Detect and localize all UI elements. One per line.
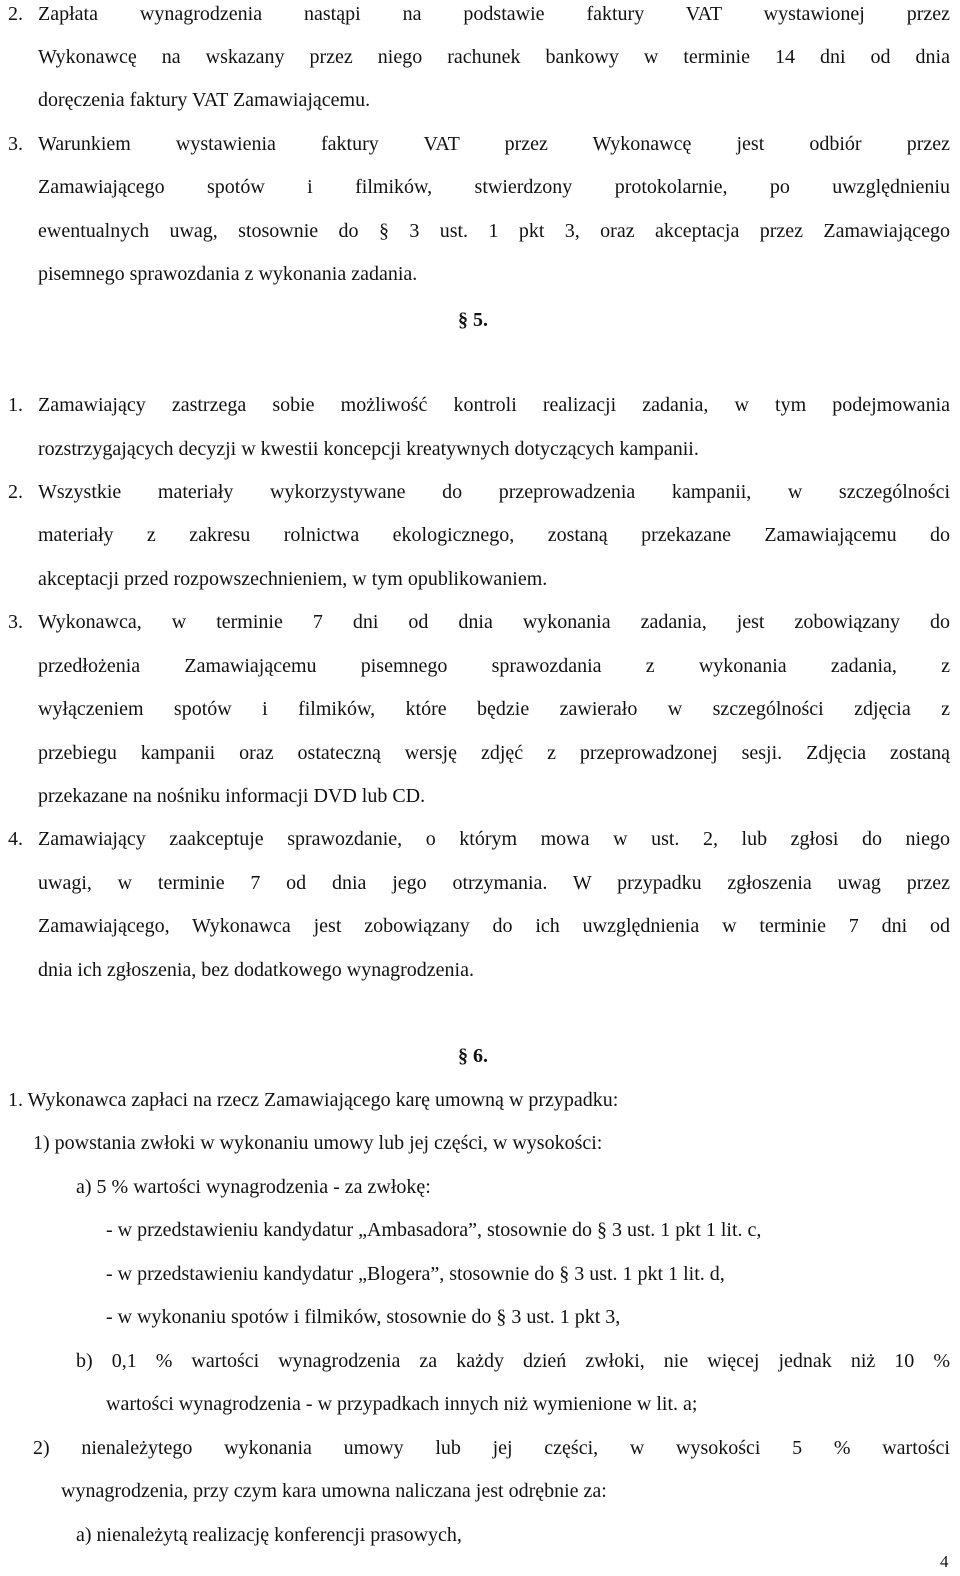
list-item: - w wykonaniu spotów i filmików, stosownie do § 3 ust. 1 pkt 3, [106, 1306, 621, 1328]
list-item: b) 0,1 % wartości wynagrodzenia za każdy dzień zwłoki, nie więcej jednak niż 10 % [76, 1350, 950, 1372]
section-heading: § 5. [458, 309, 488, 331]
list-item: a) 5 % wartości wynagrodzenia - za zwłokę: [76, 1176, 431, 1198]
paragraph-line: Warunkiem wystawienia faktury VAT przez Wykonawcę jest odbiór przez [38, 133, 950, 155]
paragraph-line: uwagi, w terminie 7 od dnia jego otrzymania. W przypadku zgłoszenia uwag przez [38, 872, 950, 894]
paragraph-line: pisemnego sprawozdania z wykonania zadania. [38, 263, 418, 285]
item-number: 2. [8, 3, 23, 25]
paragraph-line: Zapłata wynagrodzenia nastąpi na podstawie faktury VAT wystawionej przez [38, 3, 950, 25]
list-item: wynagrodzenia, przy czym kara umowna naliczana jest odrębnie za: [61, 1480, 607, 1502]
item-number: 2. [8, 481, 23, 503]
paragraph-line: przedłożenia Zamawiającemu pisemnego sprawozdania z wykonania zadania, z [38, 655, 950, 677]
paragraph-line: ewentualnych uwag, stosownie do § 3 ust. 1 pkt 3, oraz akceptacja przez Zamawiającego [38, 220, 950, 242]
paragraph-line: rozstrzygających decyzji w kwestii koncepcji kreatywnych dotyczących kampanii. [38, 438, 699, 460]
paragraph-line: przekazane na nośniku informacji DVD lub CD. [38, 785, 426, 807]
list-item: wartości wynagrodzenia - w przypadkach innych niż wymienione w lit. a; [106, 1393, 698, 1415]
page-number: 4 [940, 1552, 949, 1571]
paragraph-line: Wykonawcę na wskazany przez niego rachunek bankowy w terminie 14 dni od dnia [38, 46, 950, 68]
list-item: a) nienależytą realizację konferencji prasowych, [76, 1524, 462, 1546]
paragraph-line: Zamawiający zaakceptuje sprawozdanie, o którym mowa w ust. 2, lub zgłosi do niego [38, 828, 950, 850]
paragraph-line: Zamawiający zastrzega sobie możliwość kontroli realizacji zadania, w tym podejmowania [38, 394, 950, 416]
paragraph-line: Wszystkie materiały wykorzystywane do przeprowadzenia kampanii, w szczególności [38, 481, 950, 503]
item-number: 3. [8, 611, 23, 633]
paragraph-line: 1. Wykonawca zapłaci na rzecz Zamawiającego karę umowną w przypadku: [8, 1089, 619, 1111]
section-heading: § 6. [458, 1045, 488, 1067]
item-number: 3. [8, 133, 23, 155]
list-item: - w przedstawieniu kandydatur „Ambasadora”, stosownie do § 3 ust. 1 pkt 1 lit. c, [106, 1219, 762, 1241]
paragraph-line: dnia ich zgłoszenia, bez dodatkowego wynagrodzenia. [38, 959, 474, 981]
paragraph-line: doręczenia faktury VAT Zamawiającemu. [38, 89, 371, 111]
item-number: 1. [8, 394, 23, 416]
list-item: - w przedstawieniu kandydatur „Blogera”, stosownie do § 3 ust. 1 pkt 1 lit. d, [106, 1263, 725, 1285]
paragraph-line: przebiegu kampanii oraz ostateczną wersję zdjęć z przeprowadzonej sesji. Zdjęcia zostaną [38, 742, 950, 764]
paragraph-line: wyłączeniem spotów i filmików, które będzie zawierało w szczególności zdjęcia z [38, 698, 950, 720]
item-number: 4. [8, 828, 23, 850]
paragraph-line: materiały z zakresu rolnictwa ekologicznego, zostaną przekazane Zamawiającemu do [38, 524, 950, 546]
paragraph-line: Zamawiającego, Wykonawca jest zobowiązany do ich uwzględnienia w terminie 7 dni od [38, 915, 950, 937]
list-item: 1) powstania zwłoki w wykonaniu umowy lub jej części, w wysokości: [33, 1132, 603, 1154]
paragraph-line: akceptacji przed rozpowszechnieniem, w tym opublikowaniem. [38, 568, 548, 590]
paragraph-line: Zamawiającego spotów i filmików, stwierdzony protokolarnie, po uwzględnieniu [38, 176, 950, 198]
list-item: 2) nienależytego wykonania umowy lub jej części, w wysokości 5 % wartości [33, 1437, 950, 1459]
paragraph-line: Wykonawca, w terminie 7 dni od dnia wykonania zadania, jest zobowiązany do [38, 611, 950, 633]
